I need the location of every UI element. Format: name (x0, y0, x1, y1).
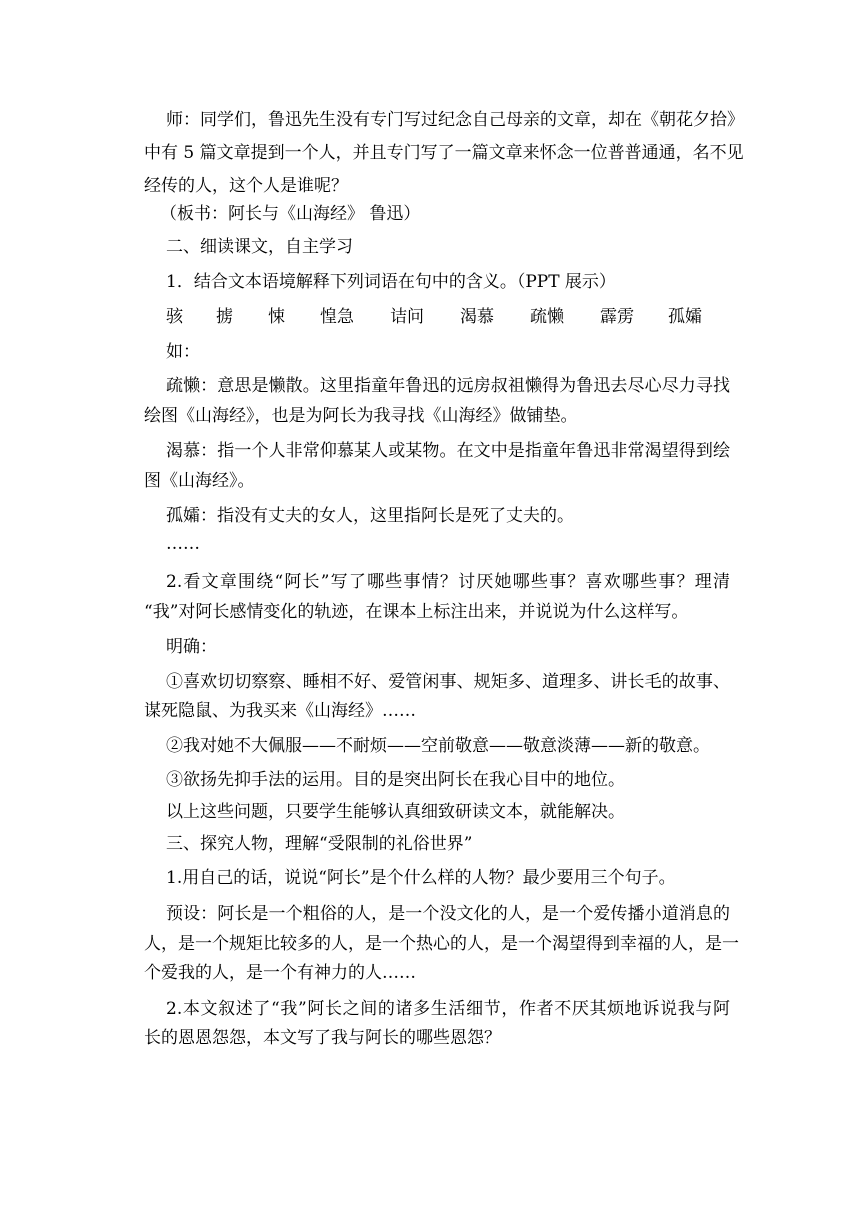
preset-line-1: 预设：阿长是一个粗俗的人，是一个没文化的人，是一个爱传播小道消息的 (166, 904, 730, 924)
question-2-line-2: “我”对阿长感情变化的轨迹，在课本上标注出来，并说说为什么这样写。 (144, 602, 689, 622)
answer-1-line-2: 谋死隐鼠、为我买来《山海经》…… (144, 701, 416, 721)
vocab-word: 悚 (268, 307, 285, 327)
preset-line-3: 个爱我的人，是一个有神力的人…… (144, 963, 416, 983)
answer-2: ②我对她不大佩服——不耐烦——空前敬意——敬意淡薄——新的敬意。 (166, 736, 710, 756)
vocabulary-list (166, 306, 706, 328)
answer-3: ③欲扬先抑手法的运用。目的是突出阿长在我心目中的地位。 (166, 770, 625, 790)
teacher-note: 以上这些问题，只要学生能够认真细致研读文本，就能解决。 (166, 802, 625, 822)
question-3: 1.用自己的话，说说“阿长”是个什么样的人物？最少要用三个句子。 (166, 868, 676, 888)
section3-heading: 三、探究人物，理解“受限制的礼俗世界” (166, 834, 473, 854)
blackboard-note: （板书：阿长与《山海经》 鲁迅） (160, 204, 421, 224)
definition-2-line-2: 图《山海经》。 (144, 471, 255, 491)
definition-1-line-2: 绘图《山海经》，也是为阿长为我寻找《山海经》做铺垫。 (144, 406, 578, 426)
answer-1-line-1: ①喜欢切切察察、睡相不好、爱管闲事、规矩多、道理多、讲长毛的故事、 (166, 672, 730, 692)
question-2-line-1: 2.看文章围绕“阿长”写了哪些事情？讨厌她哪些事？喜欢哪些事？理清 (166, 572, 730, 592)
question-4-line-2: 长的恩恩怨怨，本文写了我与阿长的哪些恩怨？ (144, 1028, 501, 1048)
intro-line-3: 经传的人，这个人是谁呢？ (144, 176, 348, 196)
definition-3: 孤孀：指没有丈夫的女人，这里指阿长是死了丈夫的。 (166, 506, 574, 526)
definition-1-line-1: 疏懒：意思是懒散。这里指童年鲁迅的远房叔祖懒得为鲁迅去尽心尽力寻找 (166, 376, 730, 396)
question-4-line-1: 2.本文叙述了“我”阿长之间的诸多生活细节，作者不厌其烦地诉说我与阿 (166, 999, 730, 1019)
vocab-word: 疏懒 (530, 307, 564, 327)
question-1: 1．结合文本语境解释下列词语在句中的含义。（PPT 展示） (166, 272, 616, 292)
vocab-word: 掳 (216, 307, 233, 327)
vocab-word: 霹雳 (600, 307, 634, 327)
vocab-word: 惶急 (320, 307, 354, 327)
preset-line-2: 人，是一个规矩比较多的人，是一个热心的人，是一个渴望得到幸福的人，是一 (144, 934, 739, 954)
example-label: 如： (166, 342, 200, 362)
vocab-word: 诘问 (390, 307, 424, 327)
intro-line-1: 师：同学们，鲁迅先生没有专门写过纪念自己母亲的文章，却在《朝花夕拾》 (166, 110, 744, 130)
vocab-word: 孤孀 (668, 307, 702, 327)
ellipsis: …… (166, 534, 200, 554)
definition-2-line-1: 渴慕：指一个人非常仰慕某人或某物。在文中是指童年鲁迅非常渴望得到绘 (166, 441, 730, 461)
section2-heading: 二、细读课文，自主学习 (166, 237, 353, 257)
intro-line-2: 中有 5 篇文章提到一个人，并且专门写了一篇文章来怀念一位普普通通，名不见 (144, 143, 744, 163)
clarify-label: 明确： (166, 637, 217, 657)
vocab-word: 渴慕 (460, 307, 494, 327)
vocab-word: 骇 (166, 307, 183, 327)
